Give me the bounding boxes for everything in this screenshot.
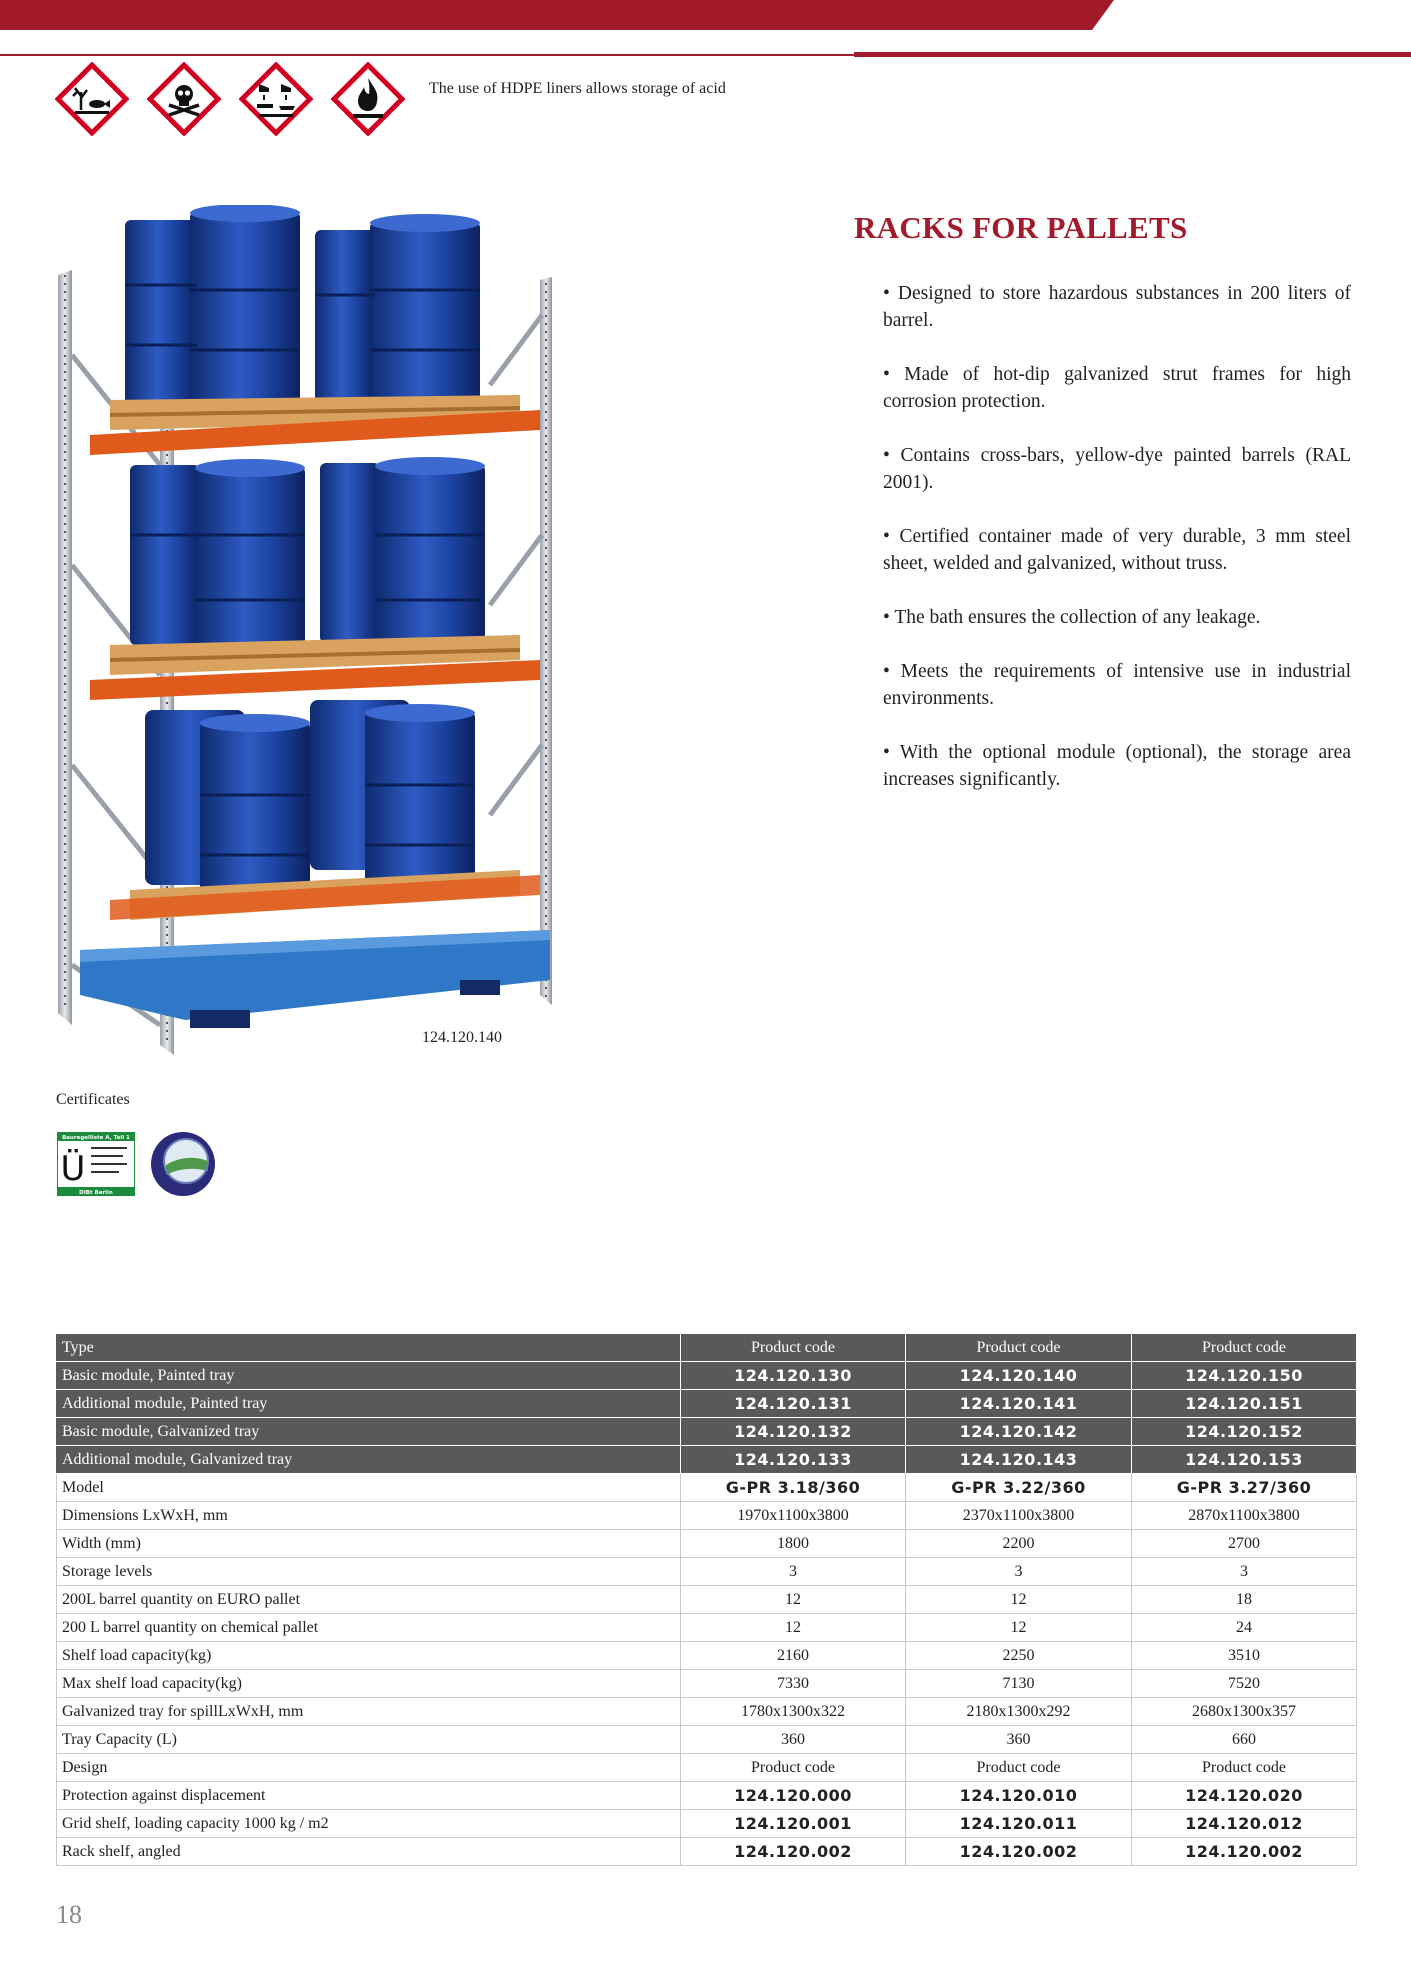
skull-toxic-icon (147, 62, 221, 136)
feature-item: • Meets the requirements of intensive use in industrial environments. (883, 661, 1351, 709)
table-cell: 660 (1132, 1726, 1357, 1754)
feature-item: • The bath ensures the collection of any leakage. (883, 607, 1261, 628)
table-cell: 1780x1300x322 (681, 1698, 906, 1726)
row-label: Width (mm) (57, 1530, 681, 1558)
table-cell: 3510 (1132, 1642, 1357, 1670)
table-row (57, 1334, 1357, 1362)
spec-table (56, 1334, 1357, 1866)
table-cell: 1970x1100x3800 (681, 1502, 906, 1530)
table-cell: 124.120.140 (906, 1362, 1132, 1390)
table-cell: 360 (681, 1726, 906, 1754)
table-cell: Product code (1132, 1334, 1357, 1362)
row-label: Dimensions LxWxH, mm (57, 1502, 681, 1530)
table-cell: 124.120.150 (1132, 1362, 1357, 1390)
cert-u-mark: Ü (60, 1149, 86, 1189)
table-row (57, 1642, 1357, 1670)
table-cell: 12 (681, 1614, 906, 1642)
table-cell: 124.120.152 (1132, 1418, 1357, 1446)
row-label: Model (57, 1474, 681, 1502)
feature-list (883, 280, 1351, 820)
table-cell: 124.120.020 (1132, 1782, 1357, 1810)
table-row (57, 1558, 1357, 1586)
table-row (57, 1586, 1357, 1614)
table-cell: 124.120.132 (681, 1418, 906, 1446)
header-band (0, 0, 1411, 60)
table-cell: 3 (1132, 1558, 1357, 1586)
table-row (57, 1446, 1357, 1474)
row-label: Galvanized tray for spillLxWxH, mm (57, 1698, 681, 1726)
table-cell: 12 (681, 1586, 906, 1614)
table-cell: 12 (906, 1614, 1132, 1642)
certificates-label: Certificates (56, 1091, 130, 1108)
table-cell: 124.120.143 (906, 1446, 1132, 1474)
table-cell: 18 (1132, 1586, 1357, 1614)
table-cell: 124.120.011 (906, 1810, 1132, 1838)
table-cell: 12 (906, 1586, 1132, 1614)
table-row (57, 1698, 1357, 1726)
feature-item: • Made of hot-dip galvanized strut frames for high corrosion protection. (883, 364, 1351, 412)
environment-hazard-icon (55, 62, 129, 136)
table-row (57, 1726, 1357, 1754)
table-cell: G-PR 3.18/360 (681, 1474, 906, 1502)
product-photo (50, 205, 580, 1065)
table-cell: 2180x1300x292 (906, 1698, 1132, 1726)
row-label: Type (57, 1334, 681, 1362)
feature-item: • Designed to store hazardous substances in 200 liters of barrel. (883, 283, 1351, 331)
row-label: Design (57, 1754, 681, 1782)
table-cell: 124.120.000 (681, 1782, 906, 1810)
table-cell: 124.120.131 (681, 1390, 906, 1418)
table-cell: 124.120.130 (681, 1362, 906, 1390)
hazard-note: The use of HDPE liners allows storage of acid (429, 80, 726, 97)
table-cell: Product code (1132, 1754, 1357, 1782)
table-cell: 124.120.010 (906, 1782, 1132, 1810)
table-cell: Product code (906, 1334, 1132, 1362)
row-label: Grid shelf, loading capacity 1000 kg / m2 (57, 1810, 681, 1838)
row-label: Additional module, Galvanized tray (57, 1446, 681, 1474)
cert-header-text: Bauregelliste A, Teil 1 (62, 1135, 130, 1141)
table-row (57, 1390, 1357, 1418)
table-row (57, 1502, 1357, 1530)
table-row (57, 1614, 1357, 1642)
row-label: 200 L barrel quantity on chemical pallet (57, 1614, 681, 1642)
table-cell: Product code (906, 1754, 1132, 1782)
photo-product-code: 124.120.140 (422, 1029, 502, 1046)
table-row (57, 1418, 1357, 1446)
row-label: Shelf load capacity(kg) (57, 1642, 681, 1670)
table-cell: 2870x1100x3800 (1132, 1502, 1357, 1530)
page-number: 18 (56, 1900, 82, 1929)
table-row (57, 1782, 1357, 1810)
row-label: Basic module, Painted tray (57, 1362, 681, 1390)
table-cell: 2160 (681, 1642, 906, 1670)
table-cell: G-PR 3.22/360 (906, 1474, 1132, 1502)
table-cell: 124.120.133 (681, 1446, 906, 1474)
table-cell: 124.120.153 (1132, 1446, 1357, 1474)
table-cell: 2250 (906, 1642, 1132, 1670)
table-cell: 1800 (681, 1530, 906, 1558)
page-title: RACKS FOR PALLETS (854, 210, 1188, 245)
table-row (57, 1474, 1357, 1502)
row-label: Tray Capacity (L) (57, 1726, 681, 1754)
table-cell: 124.120.001 (681, 1810, 906, 1838)
table-cell: 124.120.002 (1132, 1838, 1357, 1866)
table-cell: 2200 (906, 1530, 1132, 1558)
table-cell: 124.120.002 (681, 1838, 906, 1866)
row-label: Storage levels (57, 1558, 681, 1586)
table-cell: 2370x1100x3800 (906, 1502, 1132, 1530)
table-cell: 24 (1132, 1614, 1357, 1642)
table-cell: 7520 (1132, 1670, 1357, 1698)
table-row (57, 1754, 1357, 1782)
feature-item: • With the optional module (optional), the storage area increases significantly. (883, 742, 1351, 790)
table-cell: Product code (681, 1334, 906, 1362)
row-label: Rack shelf, angled (57, 1838, 681, 1866)
table-cell: Product code (681, 1754, 906, 1782)
table-row (57, 1530, 1357, 1558)
table-cell: 124.120.141 (906, 1390, 1132, 1418)
table-cell: 360 (906, 1726, 1132, 1754)
table-cell: 7130 (906, 1670, 1132, 1698)
flammable-icon (331, 62, 405, 136)
row-label: Max shelf load capacity(kg) (57, 1670, 681, 1698)
table-cell: 124.120.002 (906, 1838, 1132, 1866)
dibt-certificate-logo (57, 1132, 135, 1196)
quality-seal-logo (150, 1131, 216, 1197)
row-label: 200L barrel quantity on EURO pallet (57, 1586, 681, 1614)
table-cell: G-PR 3.27/360 (1132, 1474, 1357, 1502)
row-label: Basic module, Galvanized tray (57, 1418, 681, 1446)
table-cell: 3 (906, 1558, 1132, 1586)
row-label: Additional module, Painted tray (57, 1390, 681, 1418)
feature-item: • Certified container made of very durable, 3 mm steel sheet, welded and galvanized, without truss. (883, 526, 1351, 574)
row-label: Protection against displacement (57, 1782, 681, 1810)
table-cell: 124.120.012 (1132, 1810, 1357, 1838)
table-cell: 3 (681, 1558, 906, 1586)
corrosive-icon (239, 62, 313, 136)
table-cell: 2680x1300x357 (1132, 1698, 1357, 1726)
table-row (57, 1810, 1357, 1838)
table-cell: 2700 (1132, 1530, 1357, 1558)
cert-footer-text: DIBt Berlin (79, 1190, 113, 1196)
feature-item: • Contains cross-bars, yellow-dye painted barrels (RAL 2001). (883, 445, 1351, 493)
table-row (57, 1362, 1357, 1390)
table-row (57, 1670, 1357, 1698)
table-cell: 124.120.151 (1132, 1390, 1357, 1418)
table-cell: 124.120.142 (906, 1418, 1132, 1446)
table-row (57, 1838, 1357, 1866)
table-cell: 7330 (681, 1670, 906, 1698)
